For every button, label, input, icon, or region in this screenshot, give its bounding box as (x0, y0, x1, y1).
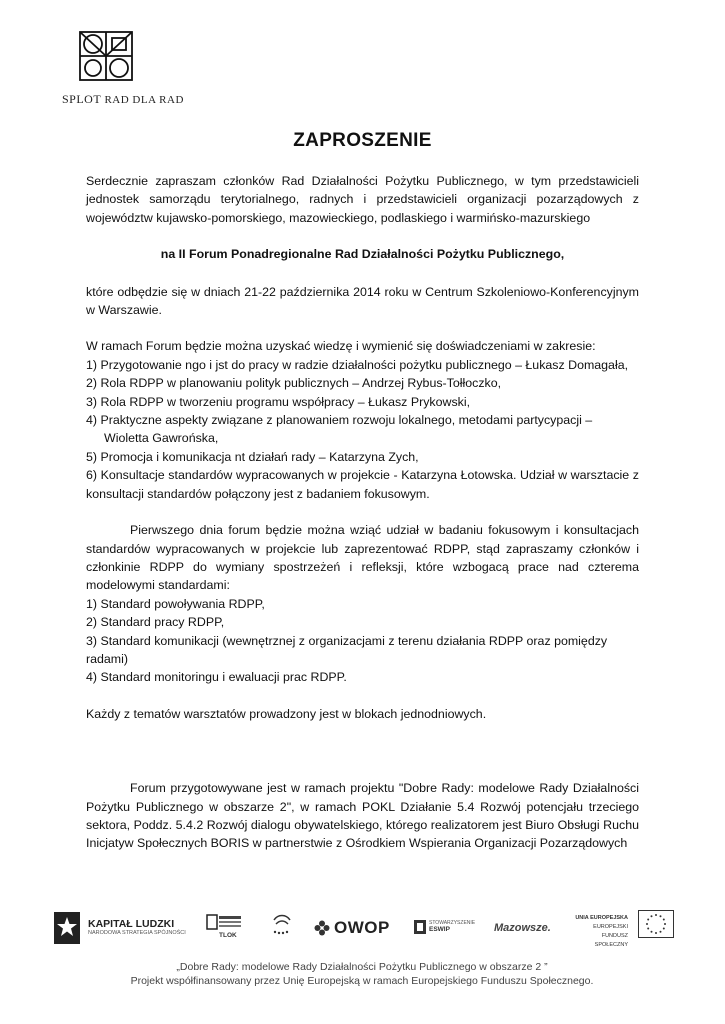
topics-intro: W ramach Forum będzie można uzyskać wiedzę i wymienić się doświadczeniami w zakresie: (86, 339, 596, 354)
footer-note-line2: Projekt współfinansowany przez Unię Europejską w ramach Europejskiego Funduszu Społecznego. (130, 975, 594, 987)
topic-item: 2) Rola RDPP w planowaniu polityk publicznych – Andrzej Rybus-Tołłoczko, (86, 376, 502, 391)
ue-line2: EUROPEJSKI (593, 924, 628, 930)
eswip-icon (414, 920, 426, 934)
footer-note-line1: „Dobre Rady: modelowe Rady Działalności Pożytku Publicznego w obszarze 2 ” (176, 961, 548, 973)
ue-line3: FUNDUSZ SPOŁECZNY (594, 933, 628, 948)
owop-label: OWOP (334, 918, 390, 937)
footer (42, 910, 682, 1000)
ue-line1: UNIA EUROPEJSKA (575, 915, 628, 921)
tlok-logo (206, 914, 242, 938)
standard-item: 4) Standard monitoringu i ewaluacji prac RDPP. (86, 670, 347, 685)
workshops-note: Każdy z tematów warsztatów prowadzony jest w blokach jednodniowych. (86, 706, 487, 721)
eswip-top-label: STOWARZYSZENIE (429, 920, 476, 926)
splot-logo-mark-icon (78, 30, 134, 82)
mazowsze-logo: Mazowsze. (494, 922, 551, 934)
splot-logo (62, 30, 192, 110)
owop-flower-icon (314, 920, 330, 936)
partner-emblem (270, 912, 294, 940)
page-title: ZAPROSZENIE (293, 130, 432, 151)
letter-body (86, 172, 639, 853)
kapital-sub: NARODOWA STRATEGIA SPÓJNOŚCI (88, 930, 186, 936)
footer-logos (42, 910, 682, 952)
topic-item: 5) Promocja i komunikacja nt działań rady – Katarzyna Zych, (86, 449, 419, 464)
kapital-ludzki-star-icon (52, 910, 82, 946)
standard-item: 2) Standard pracy RDPP, (86, 615, 225, 630)
topic-item: 3) Rola RDPP w tworzeniu programu współpracy – Łukasz Prykowski, (86, 394, 471, 409)
intro-paragraph: Serdecznie zapraszam członków Rad Działalności Pożytku Publicznego, w tym przedstawicieli jednostek samorządu terytorialnego, radnych i przedstawicieli organizacji pozarządowych z województw kujawsko-pomorskiego, mazowieckiego, podlaskiego i warmińsko-mazurskiego (86, 174, 639, 225)
eu-flag (638, 910, 674, 940)
topic-item: 6) Konsultacje standardów wypracowanych w projekcie - Katarzyna Łotowska. Udział w warsztacie z konsultacji standardów połączony jest z badaniem fokusowym. (86, 468, 639, 501)
kapital-title: KAPITAŁ LUDZKI (88, 918, 175, 930)
focus-paragraph: Pierwszego dnia forum będzie można wziąć udział w badaniu fokusowym i konsultacjach standardów wypracowanych w projekcie lub zaprezentować RDPP, stąd zapraszamy członków i członkinie RDPP do wymiany spostrzeżeń i refleksji, które wzbogacą prace nad czterema modelowymi standardami: (86, 523, 639, 593)
date-place-paragraph: które odbędzie się w dniach 21-22 października 2014 roku w Centrum Szkoleniowo-Konferencyjnym w Warszawie. (86, 284, 639, 318)
bird-emblem-icon (270, 912, 294, 938)
logo-line1: SPLOT (62, 92, 102, 106)
eswip-label: ESWIP (429, 926, 450, 933)
topic-item: 4) Praktyczne aspekty związane z planowaniem rozwoju lokalnego, metodami partycypacji – Wioletta Gawrońska, (86, 413, 593, 446)
project-paragraph: Forum przygotowywane jest w ramach projektu "Dobre Rady: modelowe Rady Działalności Pożytku Publicznego w obszarze 2", w ramach POKL Działanie 5.4 Rozwój potencjału trzeciego sektora, Poddz. 5.4.2 Rozwój dialogu obywatelskiego, którego realizatorem jest Biuro Obsługi Ruchu Inicjatyw Społecznych BORIS w partnerstwie z Ośrodkiem Wspierania Organizacji Pozarządowych (86, 781, 639, 851)
eu-flag-icon (638, 910, 674, 938)
splot-logo-text (62, 92, 184, 107)
forum-name: na II Forum Ponadregionalne Rad Działalności Pożytku Publicznego, (160, 247, 565, 262)
footer-note (42, 960, 682, 988)
logo-line2: RAD DLA RAD (104, 94, 184, 106)
standard-item: 1) Standard powoływania RDPP, (86, 596, 265, 611)
topic-item: 1) Przygotowanie ngo i jst do pracy w radzie działalności pożytku publicznego – Łukasz Domagała, (86, 357, 629, 372)
ue-text (568, 914, 628, 950)
tlok-label: TLOK (219, 932, 237, 939)
standard-item: 3) Standard komunikacji (wewnętrznej z organizacjami z terenu działania RDPP oraz pomiędzy radami) (86, 633, 608, 666)
